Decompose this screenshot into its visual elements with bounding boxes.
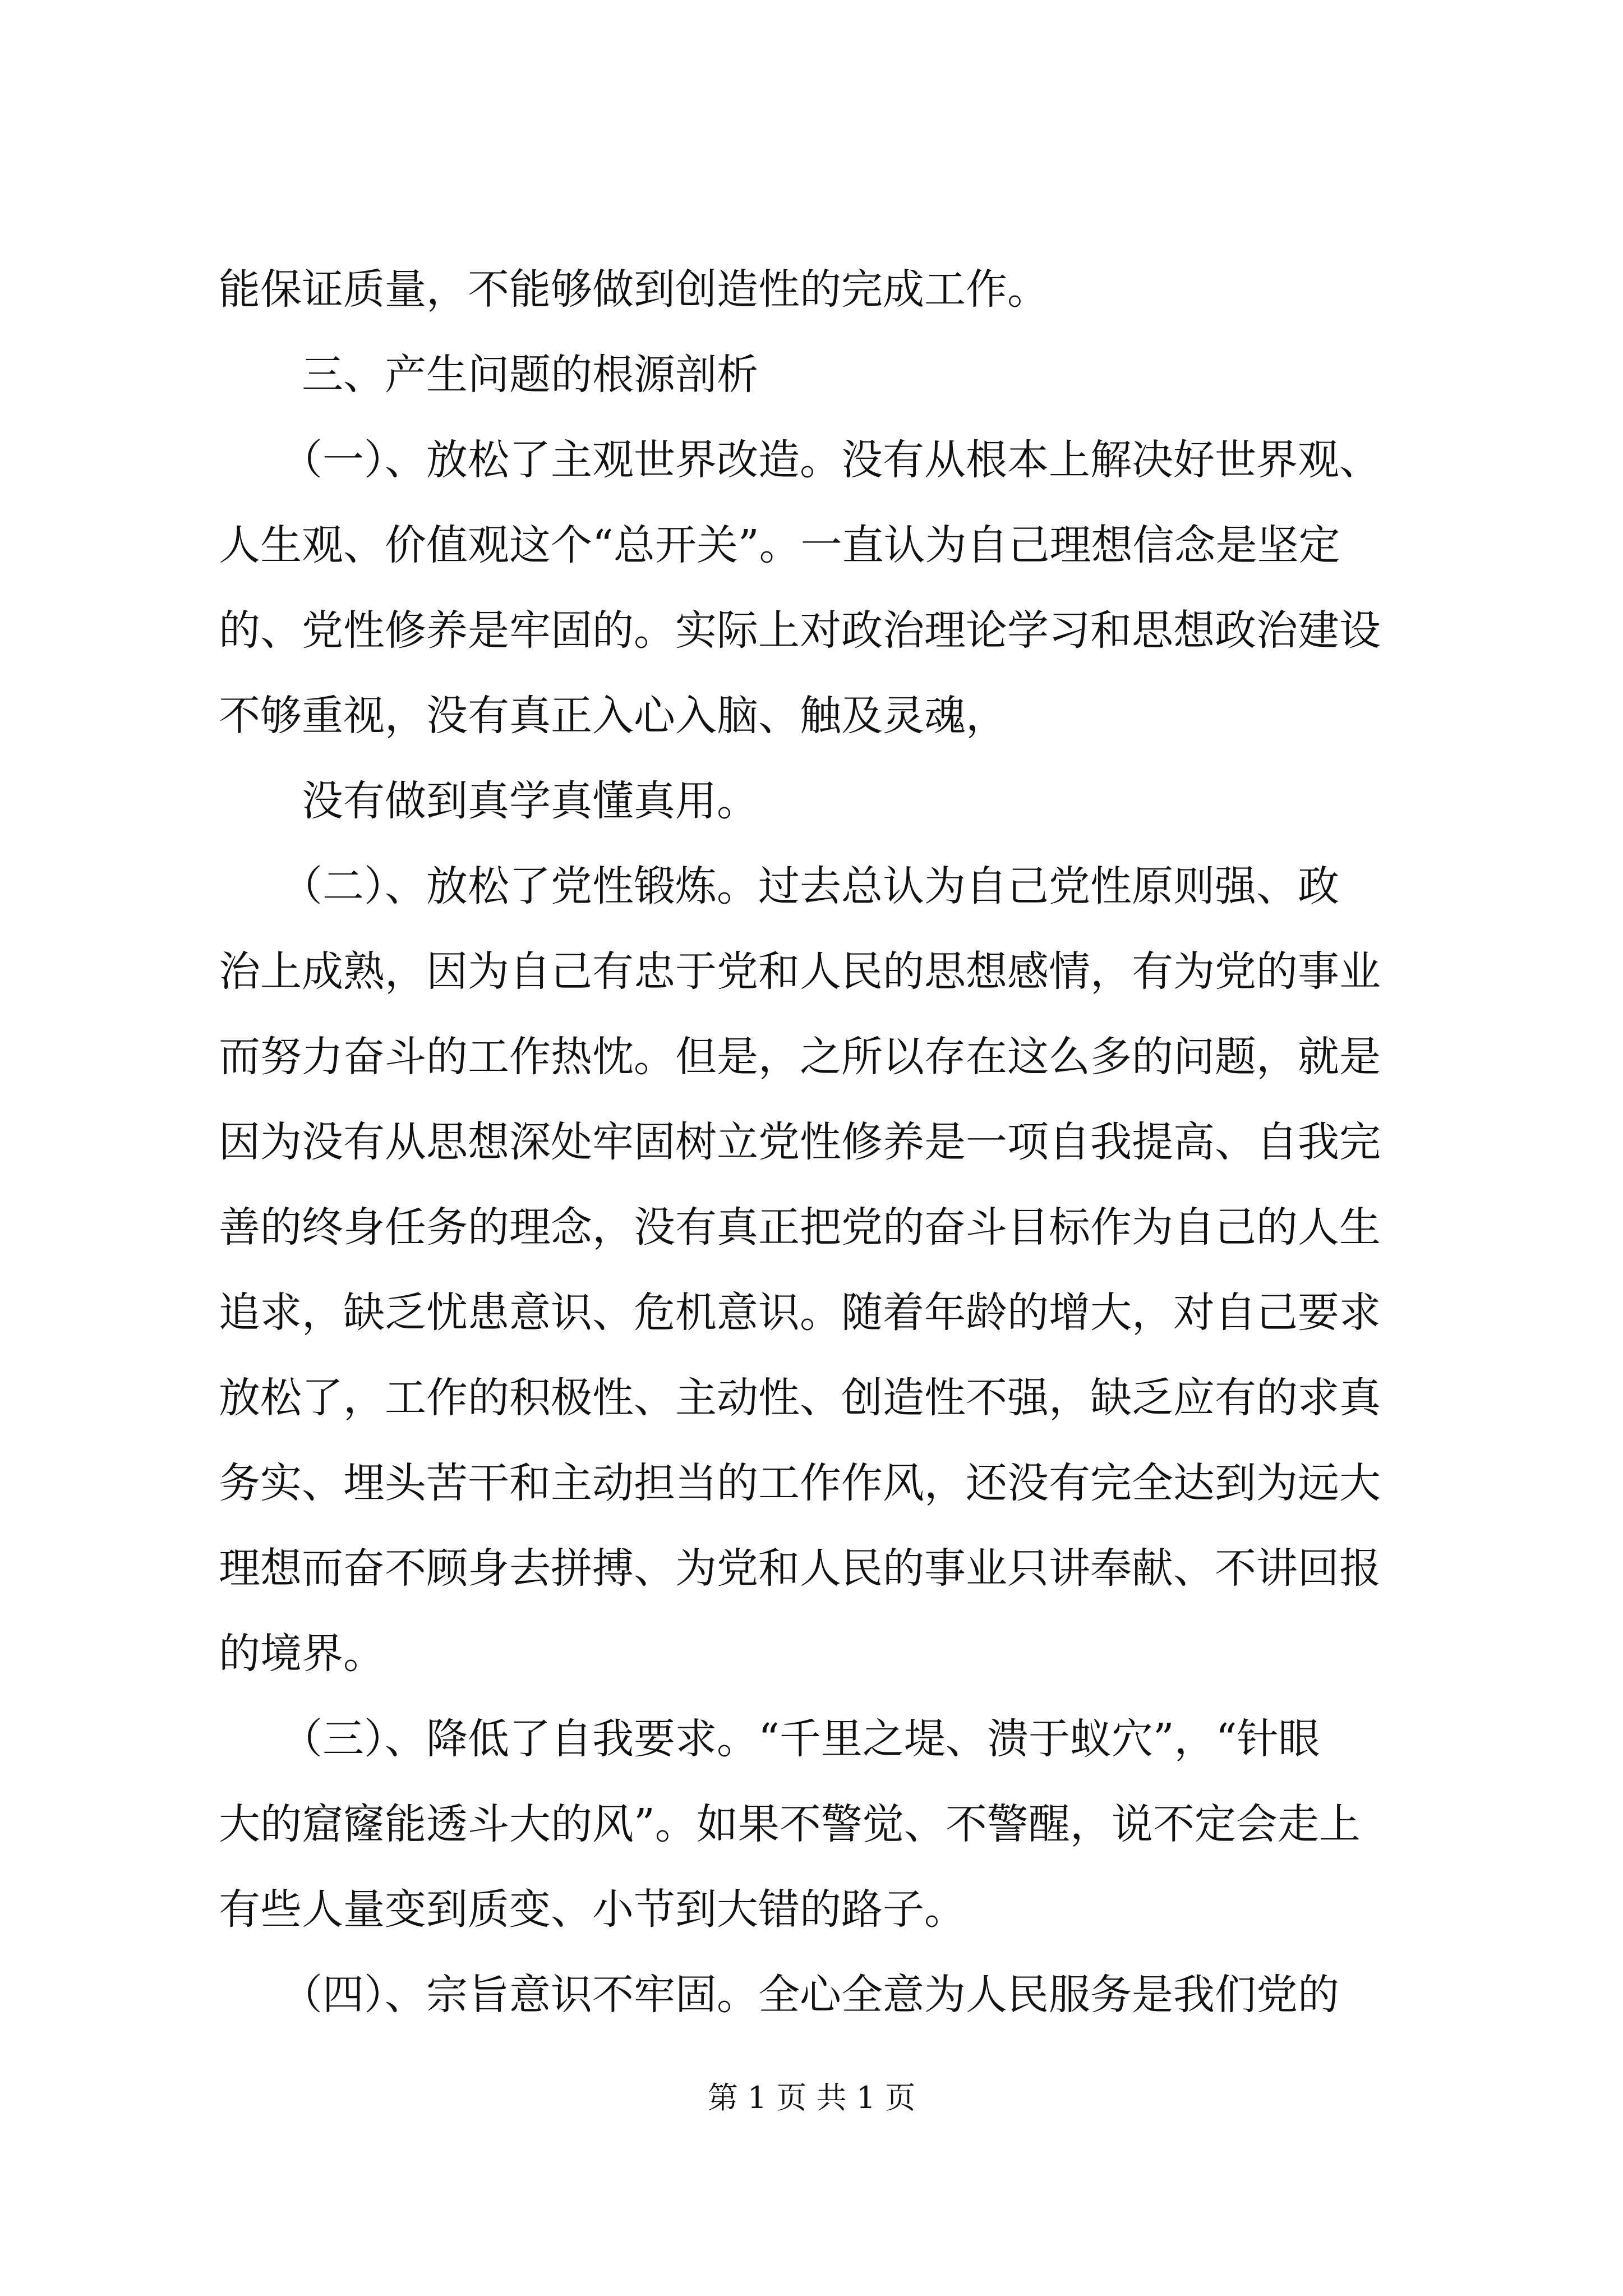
paragraph-line: （三）、降低了自我要求。“千里之堤、溃于蚁穴”，“针眼 [219,1715,1320,1763]
paragraph-line: 的境界。 [219,1630,385,1678]
paragraph-line: 善的终身任务的理念，没有真正把党的奋斗目标作为自己的人生 [219,1203,1381,1251]
paragraph-line: （二）、放松了党性锻炼。过去总认为自己党性原则强、政 [219,862,1339,910]
paragraph-line: 人生观、价值观这个“总开关”。一直认为自己理想信念是坚定 [219,521,1340,569]
paragraph-line: 的、党性修养是牢固的。实际上对政治理论学习和思想政治建设 [219,606,1381,655]
paragraph-line: 因为没有从思想深处牢固树立党性修养是一项自我提高、自我完 [219,1118,1381,1166]
paragraph-line: 治上成熟，因为自己有忠于党和人民的思想感情，有为党的事业 [219,947,1381,996]
page-number-footer: 第 1 页 共 1 页 [707,2080,916,2115]
paragraph-line: 能保证质量，不能够做到创造性的完成工作。 [219,265,1049,314]
paragraph-line: 放松了，工作的积极性、主动性、创造性不强，缺乏应有的求真 [219,1374,1381,1422]
document-body [219,247,1419,2037]
paragraph-line: 大的窟窿能透斗大的风”。如果不警觉、不警醒，说不定会走上 [219,1800,1361,1848]
paragraph-line: 没有做到真学真懂真用。 [219,777,758,825]
paragraph-line: 理想而奋不顾身去拼搏、为党和人民的事业只讲奉献、不讲回报 [219,1544,1381,1593]
paragraph-line: 务实、埋头苦干和主动担当的工作作风，还没有完全达到为远大 [219,1459,1381,1507]
paragraph-line: 追求，缺乏忧患意识、危机意识。随着年龄的增大，对自己要求 [219,1289,1381,1337]
paragraph-line: （一）、放松了主观世界改造。没有从根本上解决好世界观、 [219,436,1381,484]
paragraph-line: （四）、宗旨意识不牢固。全心全意为人民服务是我们党的 [219,1971,1339,2019]
paragraph-line: 而努力奋斗的工作热忱。但是，之所以存在这么多的问题，就是 [219,1033,1381,1081]
section-heading: 三、产生问题的根源剖析 [219,351,758,399]
paragraph-line: 不够重视，没有真正入心入脑、触及灵魂， [219,692,1007,740]
paragraph-line: 有些人量变到质变、小节到大错的路子。 [219,1885,966,1934]
